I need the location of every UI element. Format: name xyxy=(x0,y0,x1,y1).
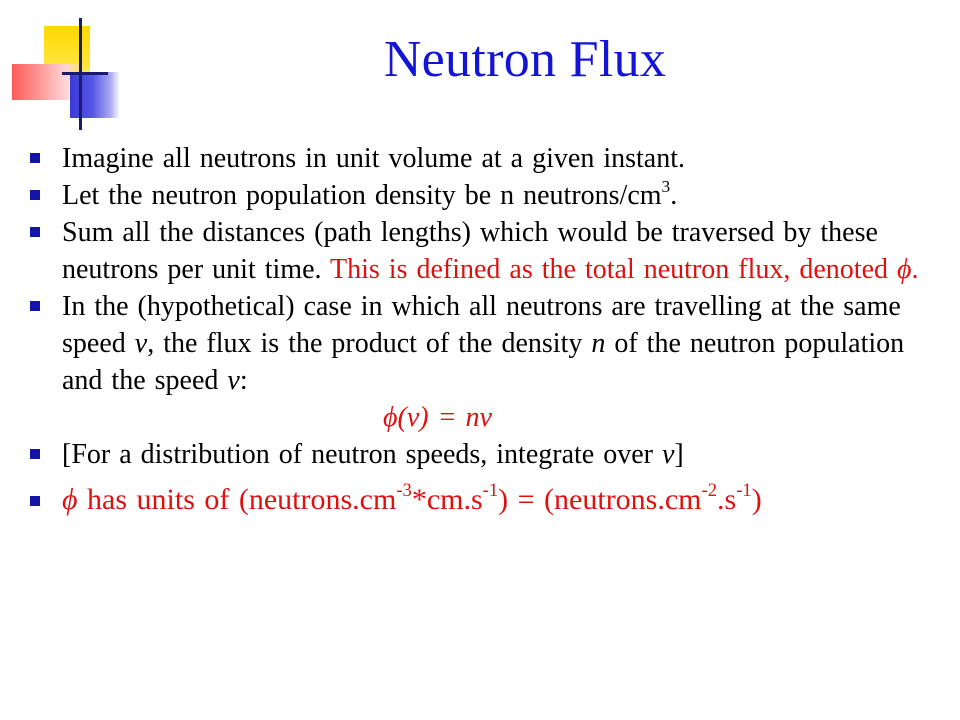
units-text: .s xyxy=(717,483,737,516)
bullet-text: Sum all the distances (path lengths) which would be traversed by these neutrons per unit time. xyxy=(62,217,878,285)
superscript: 3 xyxy=(661,176,671,196)
bullet-item xyxy=(30,214,930,288)
square-bullet-icon xyxy=(30,227,40,237)
slide-title: Neutron Flux xyxy=(383,31,667,88)
square-bullet-icon xyxy=(30,449,40,459)
superscript: -1 xyxy=(736,479,752,501)
definition-end: . xyxy=(911,254,919,285)
square-bullet-icon xyxy=(30,153,40,163)
variable-v: v xyxy=(227,365,240,396)
highlighted-definition xyxy=(330,254,918,285)
variable-v: v xyxy=(661,439,675,470)
bullet-item xyxy=(30,436,930,473)
phi-symbol: ϕ xyxy=(897,254,912,285)
variable-v: v xyxy=(134,328,148,359)
units-text: has units of (neutrons.cm xyxy=(77,483,397,516)
phi-symbol: ϕ xyxy=(383,402,398,433)
superscript: -1 xyxy=(482,479,499,501)
bullet-text: Imagine all neutrons in unit volume at a given instant. xyxy=(62,143,685,174)
flux-formula xyxy=(62,399,930,436)
units-text: ) xyxy=(751,483,762,516)
formula-text: (v) = nv xyxy=(397,402,492,433)
superscript: -3 xyxy=(396,479,412,501)
bullet-item xyxy=(30,288,930,436)
bullet-text: [For a distribution of neutron speeds, integrate over xyxy=(62,439,653,470)
bullet-text: . xyxy=(670,180,678,211)
bullet-text: In the (hypothetical) case in which all neutrons are travelling at the same speed xyxy=(62,291,901,359)
square-bullet-icon xyxy=(30,301,40,311)
units-text: ) = (neutrons.cm xyxy=(498,483,702,516)
bullet-text: of the neutron population and the speed xyxy=(62,328,905,396)
superscript: -2 xyxy=(701,479,718,501)
bullet-text: , the flux is the product of the density xyxy=(147,328,583,359)
phi-symbol: ϕ xyxy=(62,483,78,516)
bullet-text: : xyxy=(239,365,248,396)
square-bullet-icon xyxy=(30,496,40,506)
bullet-list xyxy=(30,140,930,518)
bullet-text: Let the neutron population density be n neutrons/cm xyxy=(62,180,662,211)
bullet-item xyxy=(30,177,930,214)
definition-text: This is defined as the total neutron flux, denoted xyxy=(330,254,888,285)
units-text: *cm.s xyxy=(411,483,483,516)
bullet-text: ] xyxy=(674,439,684,470)
bullet-item xyxy=(30,140,930,177)
square-bullet-icon xyxy=(30,190,40,200)
bullet-item xyxy=(30,481,930,518)
variable-n: n xyxy=(591,328,606,359)
